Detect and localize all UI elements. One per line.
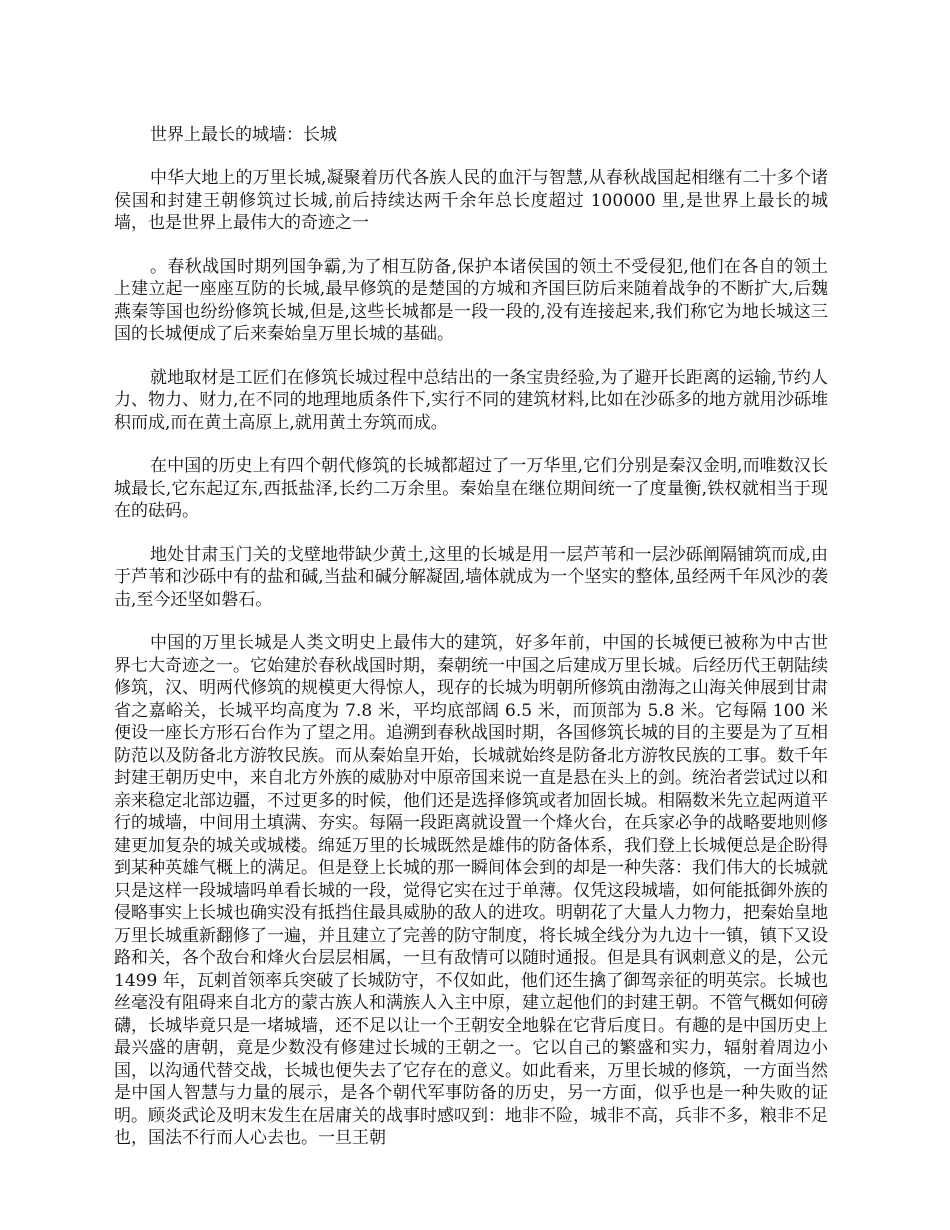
paragraph-intro: 中华大地上的万里长城,凝聚着历代各族人民的血汗与智慧,从春秋战国起相继有二十多个诸侯国和封建王朝修筑过长城,前后持续达两千余年总长度超过 100000 里,是世界上最长的城墙，也是世界上最伟大的奇迹之一 — [114, 168, 828, 233]
paragraph-gansu-yumen: 地处甘肃玉门关的戈壁地带缺少黄土,这里的长城是用一层芦苇和一层沙砾阐隔铺筑而成,由于芦苇和沙砾中有的盐和碱,当盐和碱分解凝固,墙体就成为一个坚实的整体,虽经两千年风沙的袭击,至今还坚如磐石。 — [114, 544, 828, 610]
paragraph-four-dynasties: 在中国的历史上有四个朝代修筑的长城都超过了一万华里,它们分别是秦汉金明,而唯数汉长城最长,它东起辽东,西抵盐泽,长约二万余里。秦始皇在继位期间统一了度量衡,铁权就相当于现在的砝码。 — [114, 456, 828, 521]
document-title: 世界上最长的城墙：长城 — [150, 125, 337, 145]
paragraph-great-wall-history: 中国的万里长城是人类文明史上最伟大的建筑，好多年前，中国的长城便已被称为中古世界七大奇迹之一。它始建於春秋战国时期，秦朝统一中国之后建成万里长城。后经历代王朝陆续修筑，汉、明两代修筑的规模更大得惊人，现存的长城为明朝所修筑由渤海之山海关伸展到甘肃省之嘉峪关，长城平均高度为 7.8 米，平均底部阔 6.5 米，而顶部为 5.8 米。它每隔 100 米便设一座长方形石台作为了望之用。追溯到春秋战国时期，各国修筑长城的目的主要是为了互相防范以及防备北方游牧民族。而从秦始皇开始，长城就始终是防备北方游牧民族的工事。数千年封建王朝历史中，来自北方外族的威胁对中原帝国来说一直是悬在头上的剑。统治者尝试过以和亲来稳定北部边疆，不过更多的时候，他们还是选择修筑或者加固长城。相隔数米先立起两道平行的城墙，中间用土填满、夯实。每隔一段距离就设置一个烽火台，在兵家必争的战略要地则修建更加复杂的城关或城楼。绵延万里的长城既然是雄伟的防备体系，我们登上长城便总是企盼得到某种英雄气概上的满足。但是登上长城的那一瞬间体会到的却是一种失落：我们伟大的长城就只是这样一段城墙吗单看长城的一段，觉得它实在过于单薄。仅凭这段城墙，如何能抵御外族的侵略事实上长城也确实没有抵挡住最具威胁的敌人的进攻。明朝花了大量人力物力，把秦始皇地万里长城重新翻修了一遍，并且建立了完善的防守制度，将长城全线分为九边十一镇，镇下又设路和关，各个敌台和烽火台层层相属，一旦有敌情可以随时通报。但是具有讽刺意义的是，公元 1499 年，瓦剌首领率兵突破了长城防守，不仅如此，他们还生擒了御驾亲征的明英宗。长城也丝毫没有阻碍来自北方的蒙古族人和满族人入主中原，建立起他们的封建王朝。不管气概如何磅礴，长城毕竟只是一堵城墙，还不足以让一个王朝安全地躲在它背后度日。有趣的是中国历史上最兴盛的唐朝，竟是少数没有修建过长城的王朝之一。它以自己的繁盛和实力，辐射着周边小国，以沟通代替交战，长城也便失去了它存在的意义。如此看来，万里长城的修筑，一方面当然是中国人智慧与力量的展示，是各个朝代军事防备的历史，另一方面，似乎也是一种失败的证明。顾炎武论及明末发生在居庸关的战事时感叹到：地非不险，城非不高，兵非不多，粮非不足也，国法不行而人心去也。一旦王朝 — [114, 633, 828, 1148]
paragraph-warring-states: 。春秋战国时期列国争霸,为了相互防备,保护本诸侯国的领土不受侵犯,他们在各自的领土上建立起一座座互防的长城,最早修筑的是楚国的方城和齐国巨防后来随着战争的不断扩大,后魏燕秦等国也纷纷修筑长城,但是,这些长城都是一段一段的,没有连接起来,我们称它为地长城这三国的长城便成了后来秦始皇万里长城的基础。 — [114, 256, 828, 344]
paragraph-local-materials: 就地取材是工匠们在修筑长城过程中总结出的一条宝贵经验,为了避开长距离的运输,节约人力、物力、财力,在不同的地理地质条件下,实行不同的建筑材料,比如在沙砾多的地方就用沙砾堆积而成,而在黄土高原上,就用黄土夯筑而成。 — [114, 367, 828, 433]
